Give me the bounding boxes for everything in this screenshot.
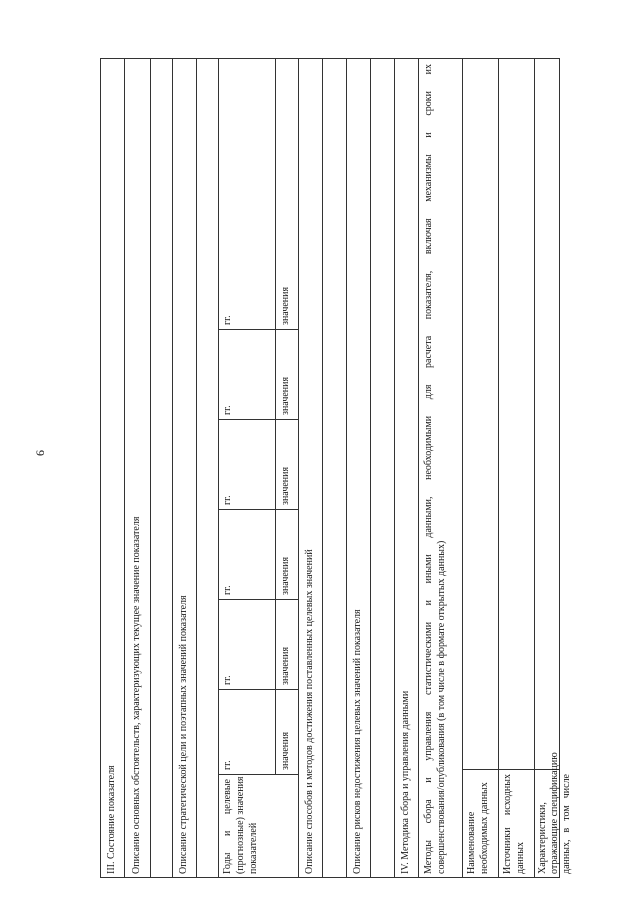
data-name-line-2: необходимых данных (479, 782, 490, 874)
column-divider (218, 509, 298, 510)
value-cell-4: значения (280, 466, 291, 505)
year-cell-6: гг. (222, 315, 233, 325)
row-divider (534, 58, 535, 878)
value-cell-3: значения (280, 556, 291, 595)
data-methods-line-2: совершенствования/опубликования (в том числе в формате открытых данных) (436, 540, 447, 874)
year-cell-2: гг. (222, 675, 233, 685)
row-divider (394, 58, 395, 878)
characteristics-line-1: Характеристики, (537, 802, 548, 874)
years-header-line-3: показателей (248, 822, 259, 874)
year-cell-1: гг. (222, 760, 233, 770)
row-divider (172, 58, 173, 878)
years-header-line-1: Годы и целевые (222, 779, 233, 874)
indicator-form-table (100, 58, 560, 878)
column-divider (218, 689, 298, 690)
value-cell-1: значения (280, 731, 291, 770)
row-divider (498, 58, 499, 878)
data-name-line-1: Наименование (466, 811, 477, 874)
row-divider (196, 58, 197, 878)
value-cell-6: значения (280, 286, 291, 325)
value-cell-5: значения (280, 376, 291, 415)
value-cell-2: значения (280, 646, 291, 685)
data-methods-line-1: Методы сбора и управления статистическими и иными данными, необходимыми для расчета показателя, включая механизмы и сроки их (423, 64, 434, 874)
risks-label: Описание рисков недостижения целевых значений показателя (352, 609, 363, 874)
row-divider (275, 58, 276, 775)
circumstances-label: Описание основных обстоятельств, характеризующих текущее значение показателя (131, 516, 142, 874)
row-divider (150, 58, 151, 878)
column-divider (218, 774, 298, 775)
row-divider (298, 58, 299, 878)
row-divider (370, 58, 371, 878)
column-divider (462, 769, 560, 770)
years-header-line-2: (прогнозные) значения (235, 776, 246, 874)
row-divider (322, 58, 323, 878)
characteristics-line-2: отражающие спецификацию (549, 752, 560, 874)
year-cell-3: гг. (222, 585, 233, 595)
characteristics-line-3: данных, в том числе (561, 774, 572, 874)
row-divider (346, 58, 347, 878)
column-divider (218, 329, 298, 330)
page-number: 9 (33, 450, 48, 456)
section-4-title: IV. Методика сбора и управления данными (400, 690, 411, 874)
column-divider (218, 599, 298, 600)
year-cell-5: гг. (222, 405, 233, 415)
rotated-page-content (100, 58, 572, 878)
data-sources-line-1: Источники исходных (502, 774, 513, 874)
row-divider (218, 58, 219, 878)
data-sources-line-2: данных (515, 842, 526, 874)
year-cell-4: гг. (222, 495, 233, 505)
section-3-title: III. Состояние показателя (106, 765, 117, 874)
column-divider (218, 419, 298, 420)
row-divider (418, 58, 419, 878)
row-divider (462, 58, 463, 878)
methods-label: Описание способов и методов достижения поставленных целевых значений (304, 549, 315, 874)
goals-label: Описание стратегической цели и поэтапных значений показателя (178, 595, 189, 874)
row-divider (124, 58, 125, 878)
